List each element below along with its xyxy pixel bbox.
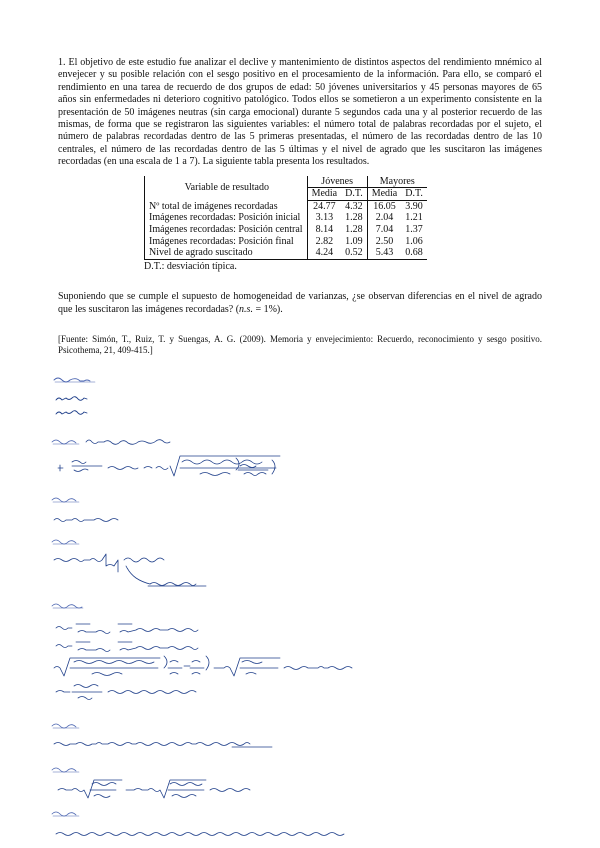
hand-step-5 xyxy=(52,604,352,700)
cell-young-sd: 4.32 xyxy=(345,200,363,212)
subheader-older-sd: D.T. xyxy=(401,188,427,201)
hand-step-4 xyxy=(52,540,206,586)
cell-older-mean: 2.04 xyxy=(367,212,401,224)
hand-step-8 xyxy=(52,812,344,836)
cell-older-mean: 16.05 xyxy=(367,200,401,212)
question-prefix: Suponiendo que se cumple el supuesto de homogeneidad de varianzas, ¿se observan diferencias en el nivel de agrado que les suscitaron las imágenes recordadas? ( xyxy=(58,291,542,315)
cell-older-mean: 7.04 xyxy=(367,224,401,236)
subheader-older-mean: Media xyxy=(367,188,401,201)
cell-young-mean: 24.77 xyxy=(307,200,341,212)
variable-header: Variable de resultado xyxy=(145,176,308,201)
cell-older-sd: 3.90 xyxy=(405,200,423,212)
cell-older-sd: 0.68 xyxy=(401,247,427,259)
table-row xyxy=(145,224,427,236)
cell-young-sd: 0.52 xyxy=(341,247,367,259)
cell-young-sd: 1.28 xyxy=(345,212,363,224)
table-row xyxy=(145,236,427,248)
question-suffix: = 1%). xyxy=(252,303,283,315)
handwritten-solution xyxy=(0,370,600,848)
source-citation: [Fuente: Simón, T., Ruiz, T. y Suengas, A. G. (2009). Memoria y envejecimiento: Recuerdo, reconocimiento y sesgo positivo. Psicothema, 21, 409-415.] xyxy=(58,334,542,356)
row-label: Nº total de imágenes recordadas xyxy=(145,200,308,212)
group-header-young: Jóvenes xyxy=(307,176,367,188)
cell-older-sd: 1.37 xyxy=(405,224,423,236)
handwritten-solution-image xyxy=(0,370,600,848)
row-label: Imágenes recordadas: Posición final xyxy=(145,236,308,248)
row-label: Nivel de agrado suscitado xyxy=(145,247,308,259)
row-label: Imágenes recordadas: Posición inicial xyxy=(145,212,308,224)
hand-step-3 xyxy=(52,498,118,522)
hand-step-2 xyxy=(52,440,280,476)
cell-older-mean: 2.50 xyxy=(367,236,401,248)
results-table-wrap xyxy=(144,176,542,260)
cell-young-sd: 1.09 xyxy=(345,235,363,247)
cell-older-sd: 1.06 xyxy=(405,235,423,247)
row-label: Imágenes recordadas: Posición central xyxy=(145,224,308,236)
hand-step-6 xyxy=(52,724,272,747)
question xyxy=(58,291,542,316)
cell-young-mean: 3.13 xyxy=(307,212,341,224)
table-row xyxy=(145,200,427,212)
problem-statement: 1. El objetivo de este estudio fue analizar el declive y mantenimiento de distintos aspectos del rendimiento mnémico al envejecer y su posible relación con el sesgo positivo en el procesamiento de la información. Para ello, se comparó el rendimiento en una tarea de recuerdo de dos grupos de edad: 50 jóvenes universitarios y 45 personas mayores de 65 años sin enfermedades ni deterioro cognitivo patológico. Todos ellos se sometieron a un experimento consistente en la presentación de 50 imágenes neutras (sin carga emocional) durante 5 segundos cada una y al posterior recuerdo de las mismas, de forma que se registraron las siguientes variables: el número total de palabras recordadas por el sujeto, el número de palabras recordadas dentro de las 5 primeras presentadas, el número de las recordadas dentro de las 10 centrales, el número de las recordadas dentro de las 5 últimas y el nivel de agrado que les suscitaron las imágenes recordadas (en una escala de 1 a 7). La siguiente tabla presenta los resultados. xyxy=(58,57,542,168)
table-row xyxy=(145,212,427,224)
table-row xyxy=(145,247,427,259)
question-ns: n.s. xyxy=(239,303,253,315)
results-table xyxy=(144,176,427,260)
group-header-older: Mayores xyxy=(367,176,427,188)
cell-young-sd: 1.28 xyxy=(345,224,363,236)
subheader-young-mean: Media xyxy=(307,188,341,201)
cell-older-mean: 5.43 xyxy=(367,247,401,259)
cell-young-mean: 2.82 xyxy=(307,236,341,248)
cell-young-mean: 4.24 xyxy=(307,247,341,259)
cell-young-mean: 8.14 xyxy=(307,224,341,236)
hand-step-7 xyxy=(52,768,250,798)
printed-problem xyxy=(58,57,542,356)
table-note: D.T.: desviación típica. xyxy=(144,260,237,272)
hand-step-1 xyxy=(54,378,95,414)
subheader-young-sd: D.T. xyxy=(341,188,367,201)
cell-older-sd: 1.21 xyxy=(405,212,423,224)
